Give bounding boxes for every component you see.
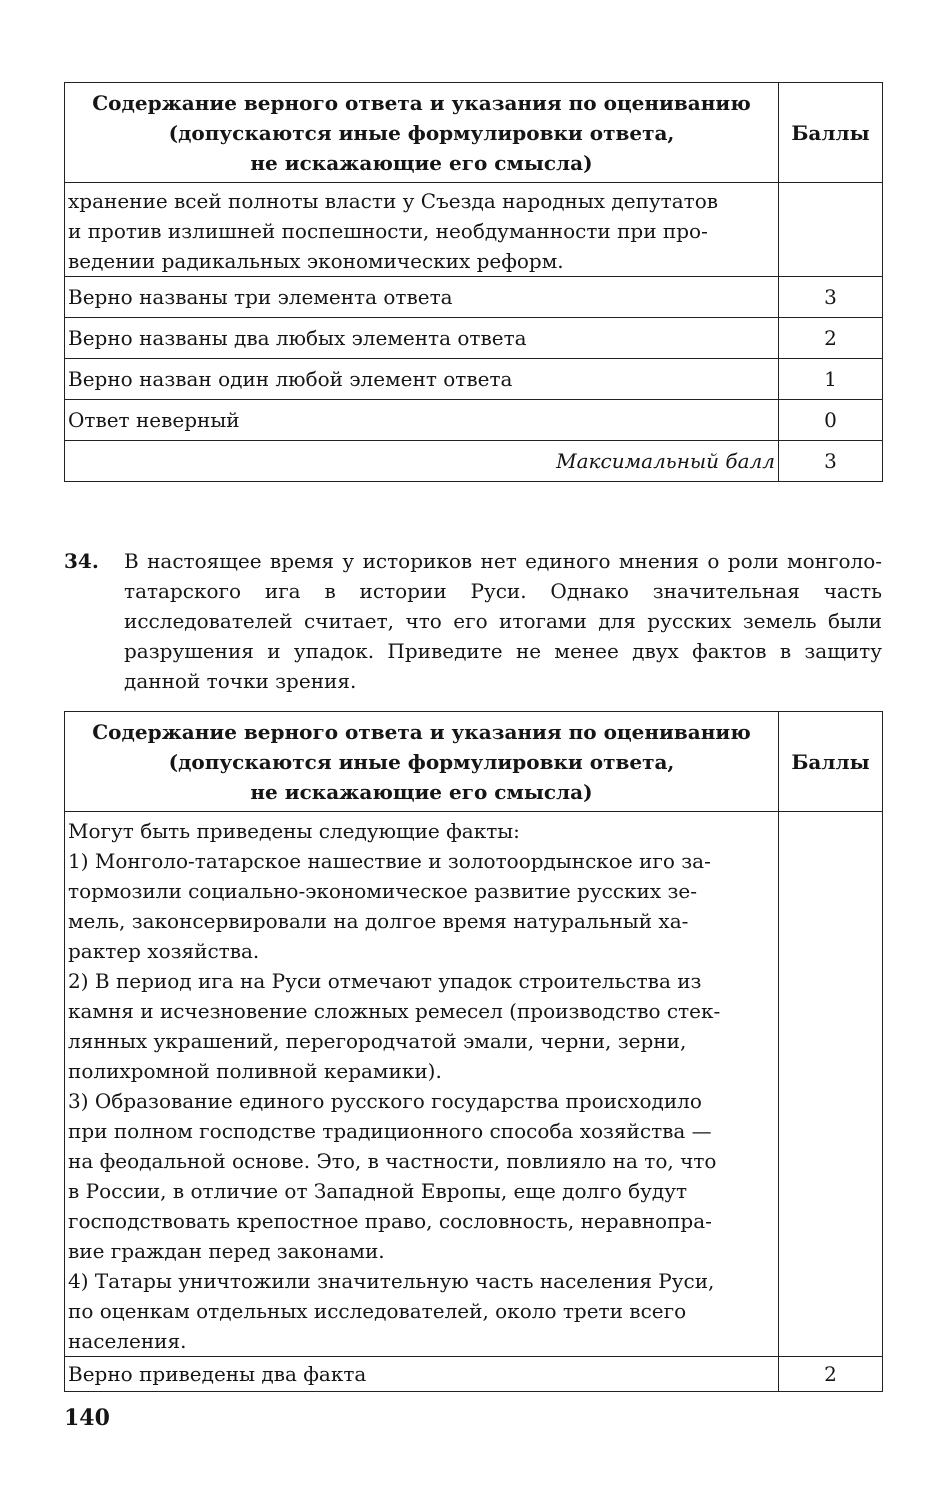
header-content-cell <box>65 712 779 812</box>
fact-line: вие граждан перед законами. <box>68 1239 385 1263</box>
fact-line: 3) Образование единого русского государства происходило <box>68 1089 702 1113</box>
table-row <box>65 400 883 441</box>
header-line: (допускаются иные формулировки ответа, <box>168 750 675 774</box>
criterion-cell: Верно названы два любых элемента ответа <box>65 318 779 359</box>
table-header-row <box>65 83 883 183</box>
fact-line: на феодальной основе. Это, в частности, повлияло на то, что <box>68 1149 717 1173</box>
text-line: ведении радикальных экономических реформ. <box>68 249 564 273</box>
max-score-value: 3 <box>779 441 883 482</box>
question-number: 34. <box>64 549 99 573</box>
fact-line: лянных украшений, перегородчатой эмали, черни, зерни, <box>68 1029 687 1053</box>
score-cell: 1 <box>779 359 883 400</box>
table-row <box>65 812 883 1357</box>
score-cell: 0 <box>779 400 883 441</box>
scoring-table-33 <box>64 82 883 482</box>
facts-cell <box>65 812 779 1357</box>
fact-line: населения. <box>68 1329 187 1353</box>
criterion-cell: Верно назван один любой элемент ответа <box>65 359 779 400</box>
fact-line: господствовать крепостное право, сословность, неравнопра- <box>68 1209 712 1233</box>
header-line: Содержание верного ответа и указания по оцениванию <box>92 720 751 744</box>
fact-line: при полном господстве традиционного способа хозяйства — <box>68 1119 712 1143</box>
fact-line: Могут быть приведены следующие факты: <box>68 819 520 843</box>
table-row <box>65 183 883 277</box>
table-row <box>65 318 883 359</box>
fact-line: мель, законсервировали на долгое время натуральный ха- <box>68 909 689 933</box>
header-line: Содержание верного ответа и указания по оцениванию <box>92 91 751 115</box>
fact-line: по оценкам отдельных исследователей, около трети всего <box>68 1299 687 1323</box>
table-header-row <box>65 712 883 812</box>
score-cell: 3 <box>779 277 883 318</box>
text-line: хранение всей полноты власти у Съезда народных депутатов <box>68 189 719 213</box>
header-points-cell: Баллы <box>779 83 883 183</box>
fact-line: 4) Татары уничтожили значительную часть населения Руси, <box>68 1269 715 1293</box>
fact-line: 1) Монголо-татарское нашествие и золотоордынское иго за- <box>68 849 711 873</box>
fact-line: полихромной поливной керамики). <box>68 1059 442 1083</box>
fact-line: камня и исчезновение сложных ремесел (производство стек- <box>68 999 721 1023</box>
continuation-cell <box>65 183 779 277</box>
empty-score-cell <box>779 183 883 277</box>
fact-line: в России, в отличие от Западной Европы, еще долго будут <box>68 1179 688 1203</box>
criterion-cell: Ответ неверный <box>65 400 779 441</box>
question-text: В настоящее время у историков нет единого мнения о роли монголо-татарского ига в истории Руси. Однако значительная часть исследователей считает, что его итогами для русских земель были разрушения и упадок. Приведите не менее двух фактов в защиту данной точки зрения. <box>124 549 882 693</box>
score-cell: 2 <box>779 318 883 359</box>
fact-line: тормозили социально-экономическое развитие русских зе- <box>68 879 697 903</box>
header-content-cell <box>65 83 779 183</box>
scoring-table-34 <box>64 711 883 1392</box>
max-score-row <box>65 441 883 482</box>
table-row <box>65 277 883 318</box>
header-points-cell: Баллы <box>779 712 883 812</box>
empty-score-cell <box>779 812 883 1357</box>
question-34 <box>64 546 882 696</box>
header-line: не искажающие его смысла) <box>250 151 593 175</box>
max-score-label: Максимальный балл <box>65 441 779 482</box>
fact-line: рактер хозяйства. <box>68 939 260 963</box>
header-line: не искажающие его смысла) <box>250 780 593 804</box>
header-line: (допускаются иные формулировки ответа, <box>168 121 675 145</box>
criterion-cell: Верно приведены два факта <box>65 1357 779 1392</box>
page-number: 140 <box>64 1405 110 1431</box>
table-row <box>65 1357 883 1392</box>
criterion-cell: Верно названы три элемента ответа <box>65 277 779 318</box>
score-cell: 2 <box>779 1357 883 1392</box>
fact-line: 2) В период ига на Руси отмечают упадок строительства из <box>68 969 702 993</box>
text-line: и против излишней поспешности, необдуманности при про- <box>68 219 708 243</box>
table-row <box>65 359 883 400</box>
